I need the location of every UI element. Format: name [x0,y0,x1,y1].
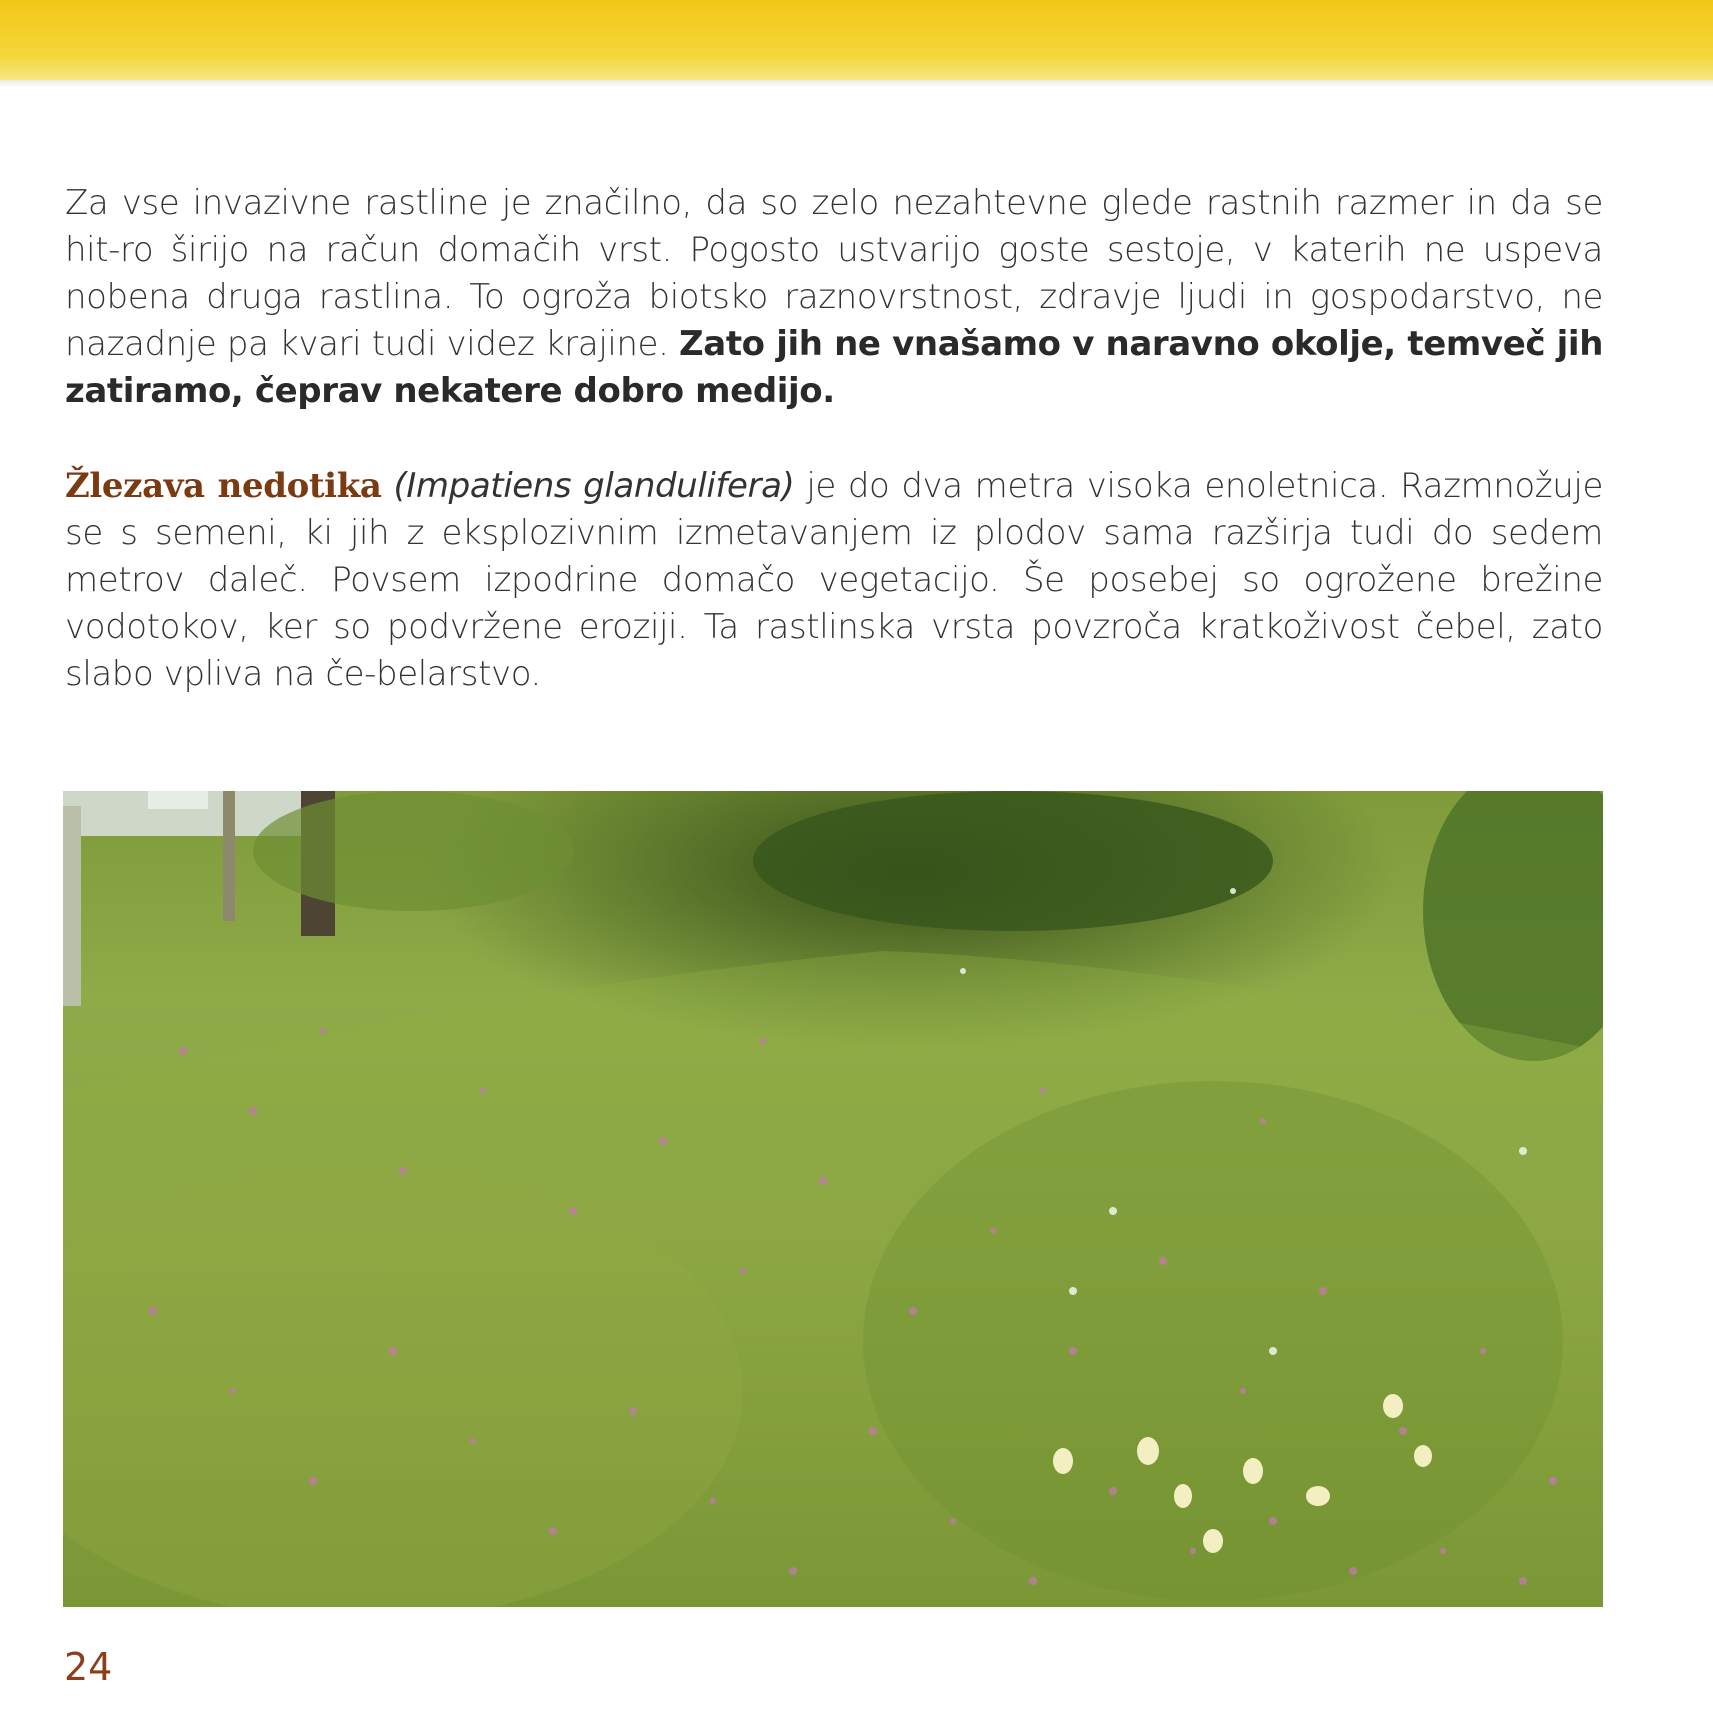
thin-trunk [223,791,235,921]
left-bush [253,791,573,911]
distant-building [148,791,208,809]
right-bank [863,1081,1563,1601]
species-name: Žlezava nedotika [65,466,382,506]
intro-bold-text: Zato jih ne vnašamo v naravno okolje, temveč jih zatiramo, čeprav nekatere dobro medijo. [65,324,1603,411]
dark-canopy [753,791,1273,931]
page-number: 24 [64,1645,113,1689]
intro-text: Za vse invazivne rastline je značilno, da so zelo nezahtevne glede rastnih razmer in da se hit-ro širijo na račun domačih vrst. Pogosto ustvarijo goste sestoje, v katerih ne uspeva nobena druga rastlina. To ogroža biotsko raznovrstnost, zdravje ljudi in gospodarstvo, ne nazadnje pa kvari tudi videz krajine. [65,183,1603,364]
species-latin-name: (Impatiens glandulifera) [393,466,795,506]
vegetation-illustration [63,791,1603,1607]
intro-paragraph [65,180,1603,415]
birch-trunk [63,806,81,1006]
species-description: je do dva metra visoka enoletnica. Razmnožuje se s semeni, ki jih z eksplozivnim izmetavanjem iz plodov sama razširja tudi do sedem metrov daleč. Povsem izpodrine domačo vegetacijo. Še posebej so ogrožene brežine vodotokov, ker so podvržene eroziji. Ta rastlinska vrsta povzroča kratkoživost čebel, zato slabo vpliva na če-belarstvo. [65,466,1603,694]
vegetation-photo [63,791,1603,1607]
species-paragraph [65,463,1603,698]
body-text [65,180,1603,698]
header-yellow-band [0,0,1713,80]
shrub-right [1423,791,1603,1061]
header-band-shadow [0,80,1713,88]
